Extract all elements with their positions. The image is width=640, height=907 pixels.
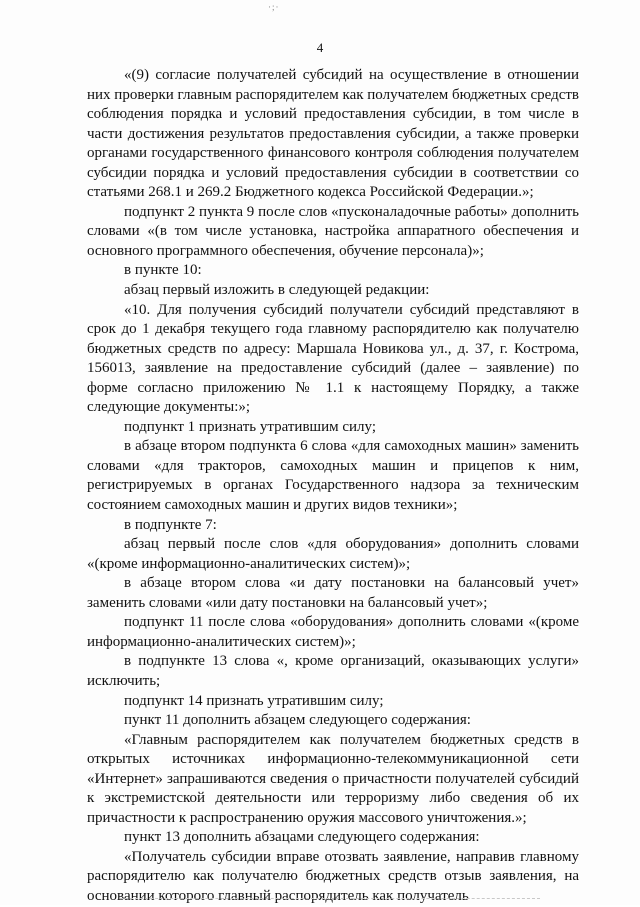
scan-mark: ·;· xyxy=(268,2,280,12)
scan-edge-divider xyxy=(120,898,540,899)
paragraph: в абзаце втором слова «и дату постановки на балансовый учет» заменить словами «или дату постановки на балансовый учет»; xyxy=(87,575,579,611)
paragraph: подпункт 14 признать утратившим силу; xyxy=(124,692,384,709)
page-number: 4 xyxy=(316,40,324,55)
paragraph: пункт 11 дополнить абзацем следующего содержания: xyxy=(124,712,471,729)
paragraph: «10. Для получения субсидий получатели субсидий представляют в срок до 1 декабря текущего года главному распорядителю как получателю бюджетных средств по адресу: Маршала Новикова ул., д. 37, г. Кострома, 156013, заявление на предоставление субсидий (далее – заявление) по форме согласно приложению № 1.1 к настоящему Порядку, а также следующие документы:»; xyxy=(87,301,579,416)
paragraph: в пункте 10: xyxy=(124,262,202,279)
paragraph: «Главным распорядителем как получателем бюджетных средств в открытых источниках информационно-телекоммуникационной сети «Интернет» запрашиваются сведения о причастности получателей субсидий к экстремистской деятельности или терроризму либо сведения об их причастности к распространению оружия массового уничтожения.»; xyxy=(87,731,579,826)
paragraph: в подпункте 13 слова «, кроме организаций, оказывающих услуги» исключить; xyxy=(87,653,579,689)
paragraph: подпункт 11 после слова «оборудования» дополнить словами «(кроме информационно-аналитических систем)»; xyxy=(87,614,579,650)
paragraph: пункт 13 дополнить абзацами следующего содержания: xyxy=(124,829,480,846)
document-body xyxy=(87,66,579,907)
paragraph: абзац первый после слов «для оборудования» дополнить словами «(кроме информационно-аналитических систем)»; xyxy=(87,536,579,572)
paragraph: подпункт 1 признать утратившим силу; xyxy=(124,418,376,435)
paragraph: в подпункте 7: xyxy=(124,516,217,533)
paragraph: «(9) согласие получателей субсидий на осуществление в отношении них проверки главным распорядителем как получателем бюджетных средств соблюдения порядка и условий предоставления субсидии, в том числе в части достижения результатов предоставления субсидии, а также проверки органами государственного финансового контроля соблюдения получателем субсидии порядка и условий предоставления субсидии в соответствии со статьями 268.1 и 269.2 Бюджетного кодекса Российской Федерации.»; xyxy=(87,67,579,201)
paragraph: абзац первый изложить в следующей редакции: xyxy=(124,282,430,299)
paragraph: в абзаце втором подпункта 6 слова «для самоходных машин» заменить словами «для тракторов, самоходных машин и прицепов к ним, регистрируемых в органах Государственного надзора за техническим состоянием самоходных машин и других видов техники»; xyxy=(87,438,579,514)
paragraph: подпункт 2 пункта 9 после слов «пусконаладочные работы» дополнить словами «(в том числе установка, настройка аппаратного обеспечения и основного программного обеспечения, обучение персонала)»; xyxy=(87,203,579,259)
paragraph: «Получатель субсидии вправе отозвать заявление, направив главному распорядителю как получателю бюджетных средств отзыв заявления, на основании которого главный распорядитель как получатель xyxy=(87,848,579,904)
